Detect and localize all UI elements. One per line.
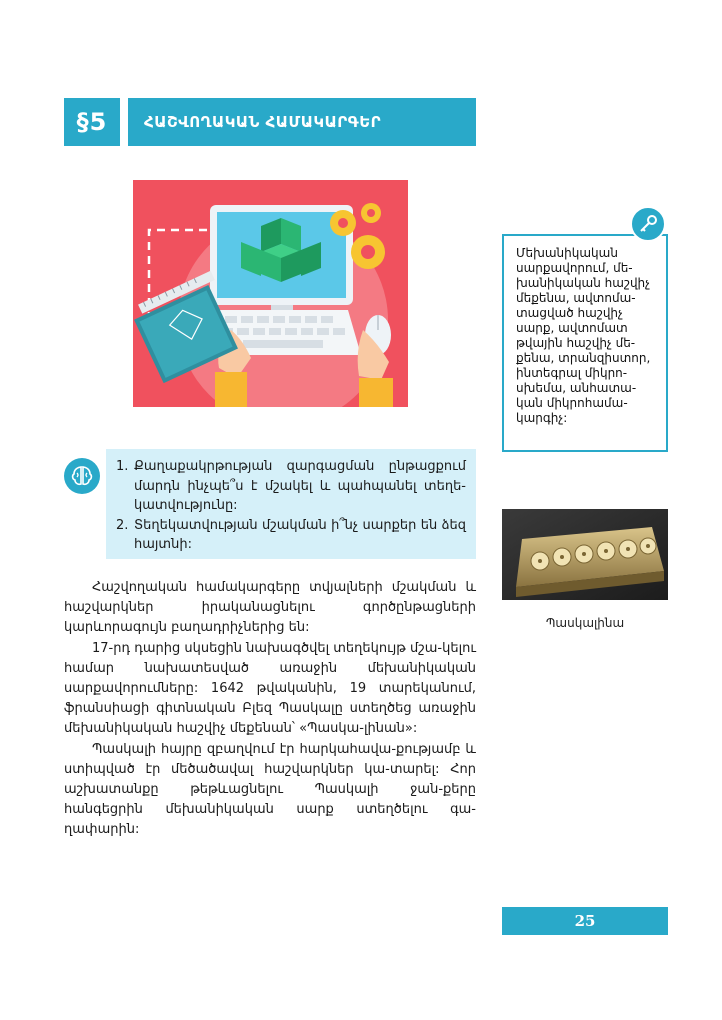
photo-caption: Պասկալինա [545,616,625,630]
section-title: ՀԱՇՎՈՂԱԿԱՆ ՀԱՄԱԿԱՐԳԵՐ [128,98,476,146]
body-text [64,578,476,841]
paragraph: Պասկալի հայրը զբաղվում էր հարկահավա-քությամբ և ստիպված էր մեծածավալ հաշվարկներ կա-տարել: Հոր աշխատանքը թեթևացնելու Պասկալի ջան-քերը հանգեցրին մեխանիկական սարք ստեղծելու գա-ղափարին: [64,741,476,838]
question-number: 1. [116,459,129,474]
question-item [116,516,466,555]
definition-box [502,234,668,452]
question-text: Քաղաքակրթության զարգացման ընթացքում մարդն ինչպե՞ս է մշակել և պահպանել տեղե-կատվությունը: [134,459,466,513]
computer-illustration [133,180,408,407]
question-number: 2. [116,517,129,533]
definition-text: Մեխանիկական սարքավորում, մե-խանիկական հաշվիչ մեքենա, ավտոմա-տացված հաշվիչ սարք, ավտոմատ թվային հաշվիչ մե-քենա, տրանզիստոր, ինտեգրալ միկրո-սխեմա, անհատա-կան միկրոհամա-կարգիչ: [516,246,651,425]
question-text: Տեղեկատվության մշակման ի՞նչ սարքեր են ձեզ հայտնի: [134,517,466,552]
pascaline-photo [502,509,668,600]
brain-icon [64,458,100,494]
paragraph: 17-րդ դարից սկսեցին նախագծվել տեղեկույթ մշա-կելու համար նախատեսված առաջին մեխանիկական սարքավորումները: 1642 թվականին, 19 տարեկանում, ֆրանսիացի գիտնական Բլեզ Պասկալը ստեղծեց առաջին մեխանիկական հաշվիչ մեքենան՝ «Պասկա-լինան»: [64,640,476,737]
page-number: 25 [502,907,668,935]
section-number: §5 [64,98,120,146]
paragraph: Հաշվողական համակարգերը տվյալների մշակման և հաշվարկներ իրականացնելու գործընթացների կարևորագույն բաղադրիչներից են: [64,580,476,636]
key-icon [630,206,666,242]
question-item [116,457,466,516]
questions-box [106,449,476,559]
